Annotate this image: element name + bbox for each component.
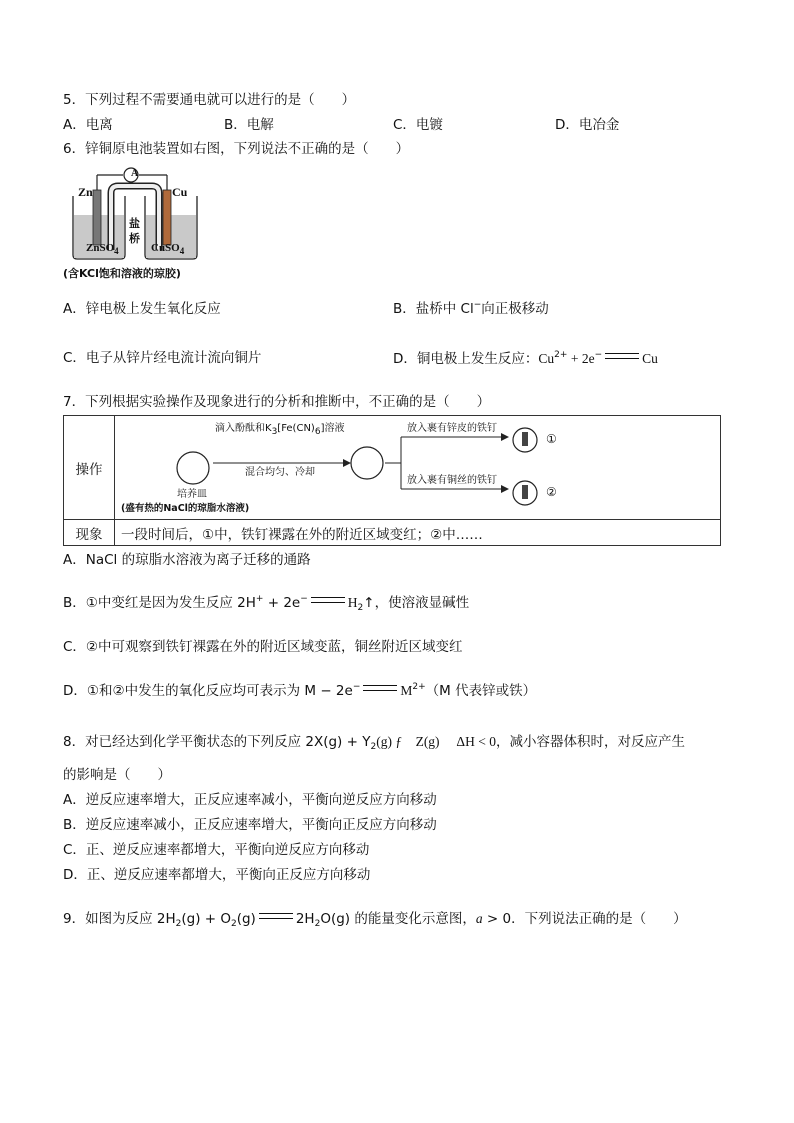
- q7-stem: 7．下列根据实验操作及现象进行的分析和推断中，不正确的是（ ）: [63, 394, 491, 410]
- equals-sign-icon: [311, 597, 345, 603]
- figure-caption: (含KCl饱和溶液的琼胶): [63, 267, 181, 280]
- cuso4-text: CuSO: [151, 242, 180, 254]
- q6-option-a: A．锌电极上发生氧化反应: [63, 301, 221, 317]
- q6-b-sup: −: [473, 300, 482, 310]
- q9-sub-1: 2: [175, 919, 182, 929]
- znso4-subscript: 4: [114, 246, 119, 256]
- equals-sign-icon: [259, 913, 293, 919]
- equals-sign-icon: [605, 353, 639, 359]
- q8-stem-line2: 的影响是（ ）: [63, 767, 171, 783]
- reagent-text: 滴入酚酞和K: [215, 423, 272, 434]
- experiment-table: [63, 415, 721, 546]
- q7-b-text: B．①中变红是因为发生反应 2H: [63, 595, 256, 611]
- ammeter-label: A: [131, 168, 139, 179]
- q9-sub-2: 2: [230, 919, 237, 929]
- mark-one: ①: [546, 432, 557, 446]
- operation-label-cell: [64, 416, 115, 520]
- q7-d-text: D．①和②中发生的氧化反应均可表示为 M − 2e: [63, 683, 353, 699]
- phenomenon-label-cell: [64, 520, 115, 546]
- q9-text-3: (g): [236, 911, 256, 927]
- left-solution-label: [86, 243, 119, 254]
- q7-d-sup2: 2+: [412, 682, 426, 692]
- copper-label: Cu: [172, 185, 188, 199]
- galvanic-cell-figure: [63, 160, 223, 280]
- q6-option-b: [393, 300, 549, 317]
- q9-sub-3: 2: [314, 919, 321, 929]
- reagent-label: [215, 423, 345, 437]
- mark-two: ②: [546, 485, 557, 499]
- q6-stem: 6．锌铜原电池装置如右图，下列说法不正确的是（ ）: [63, 141, 410, 157]
- q7-b-sub: 2: [357, 603, 364, 613]
- q7-b-mid: + 2e: [263, 595, 301, 611]
- q9-variable-a: a: [475, 911, 483, 926]
- q9-text-2: (g) + O: [181, 911, 231, 927]
- q5-stem: 5．下列过程不需要通电就可以进行的是（ ）: [63, 92, 356, 108]
- branch-copper-label: 放入裹有铜丝的铁钉: [407, 475, 497, 486]
- dish-note: (盛有热的NaCl的琼脂水溶液): [121, 503, 250, 514]
- phenomenon-label: 现象: [75, 526, 103, 543]
- q7-d-m: M: [400, 683, 413, 698]
- q8-stem-post: ，减小容器体积时，对反应产生: [495, 734, 685, 750]
- zinc-label: Zn: [78, 185, 93, 199]
- q6-d-product: Cu: [642, 351, 658, 366]
- right-solution-label: [151, 243, 184, 254]
- q9-text-6: > 0．下列说法正确的是（ ）: [482, 911, 687, 927]
- q7-b-post: ，使溶液显碱性: [374, 595, 470, 611]
- znso4-text: ZnSO: [86, 242, 115, 254]
- q6-d-text: D．铜电极上发生反应：: [393, 351, 539, 367]
- q5-option-d: D．电冶金: [555, 117, 620, 133]
- q8-stem-text: 8．对已经达到化学平衡状态的下列反应 2X(g) + Y: [63, 734, 371, 750]
- q8-stem: [63, 735, 685, 750]
- q6-d-cu-sup: 2+: [554, 350, 568, 360]
- q8-option-b: B．逆反应速率减小，正反应速率增大，平衡向正反应方向移动: [63, 817, 437, 833]
- reagent-text-3: ]溶液: [320, 423, 345, 434]
- dish-label: 培养皿: [177, 489, 207, 500]
- gas-arrow-icon: ↑: [363, 595, 375, 611]
- q5-option-a: A．电离: [63, 117, 113, 133]
- q7-d-sup1: −: [352, 682, 361, 692]
- cuso4-subscript: 4: [179, 246, 185, 256]
- mix-cool-label: 混合均匀、冷却: [245, 467, 315, 478]
- q7-option-b: [63, 596, 469, 611]
- q6-d-mid: + 2e: [567, 351, 595, 366]
- q7-b-sup2: −: [300, 594, 308, 604]
- operation-figure-cell: [115, 416, 721, 520]
- q6-d-e-sup: −: [594, 350, 603, 360]
- equals-sign-icon: [363, 685, 397, 691]
- q7-b-sup1: +: [255, 594, 264, 604]
- branch-zinc-label: 放入裹有锌皮的铁钉: [407, 423, 497, 434]
- q8-stem-sub: 2: [370, 742, 377, 752]
- reagent-text-2: [Fe(CN): [277, 423, 315, 434]
- q5-option-b: B．电解: [224, 117, 274, 133]
- q7-b-h: H: [347, 595, 358, 610]
- q9-stem: [63, 912, 687, 927]
- operation-label: 操作: [75, 461, 103, 478]
- q7-option-c: C．②中可观察到铁钉裸露在外的附近区域变蓝，铜丝附近区域变红: [63, 639, 463, 655]
- q7-option-d: [63, 684, 536, 699]
- q9-text-5: O(g) 的能量变化示意图，: [320, 911, 476, 927]
- q9-text-4: 2H: [295, 911, 315, 927]
- q9-text-1: 9．如图为反应 2H: [63, 911, 176, 927]
- q6-option-d: [393, 352, 658, 367]
- salt-bridge-label-1: 盐: [129, 217, 140, 230]
- q8-stem-mid: (g) ƒ Z(g) ΔH < 0: [376, 734, 496, 749]
- q8-option-c: C．正、逆反应速率都增大，平衡向逆反应方向移动: [63, 842, 370, 858]
- q6-b-text: B．盐桥中 Cl: [393, 301, 474, 317]
- q7-option-a: A．NaCl 的琼脂水溶液为离子迁移的通路: [63, 552, 311, 568]
- q8-option-d: D．正、逆反应速率都增大，平衡向正反应方向移动: [63, 867, 371, 883]
- salt-bridge-label-2: 桥: [129, 232, 140, 245]
- reagent-sub-2: 6: [314, 427, 321, 437]
- q8-option-a: A．逆反应速率增大，正反应速率减小，平衡向逆反应方向移动: [63, 792, 437, 808]
- q6-option-c: C．电子从锌片经电流计流向铜片: [63, 350, 262, 366]
- reagent-sub: 3: [271, 427, 278, 437]
- phenomenon-cell: [115, 520, 721, 546]
- q6-b-text-2: 向正极移动: [481, 301, 549, 317]
- phenomenon-text: 一段时间后，①中，铁钉裸露在外的附近区域变红；②中……: [121, 526, 483, 543]
- q6-d-cu: Cu: [538, 351, 555, 366]
- q7-d-post: （M 代表锌或铁）: [425, 683, 537, 699]
- q5-option-c: C．电镀: [393, 117, 443, 133]
